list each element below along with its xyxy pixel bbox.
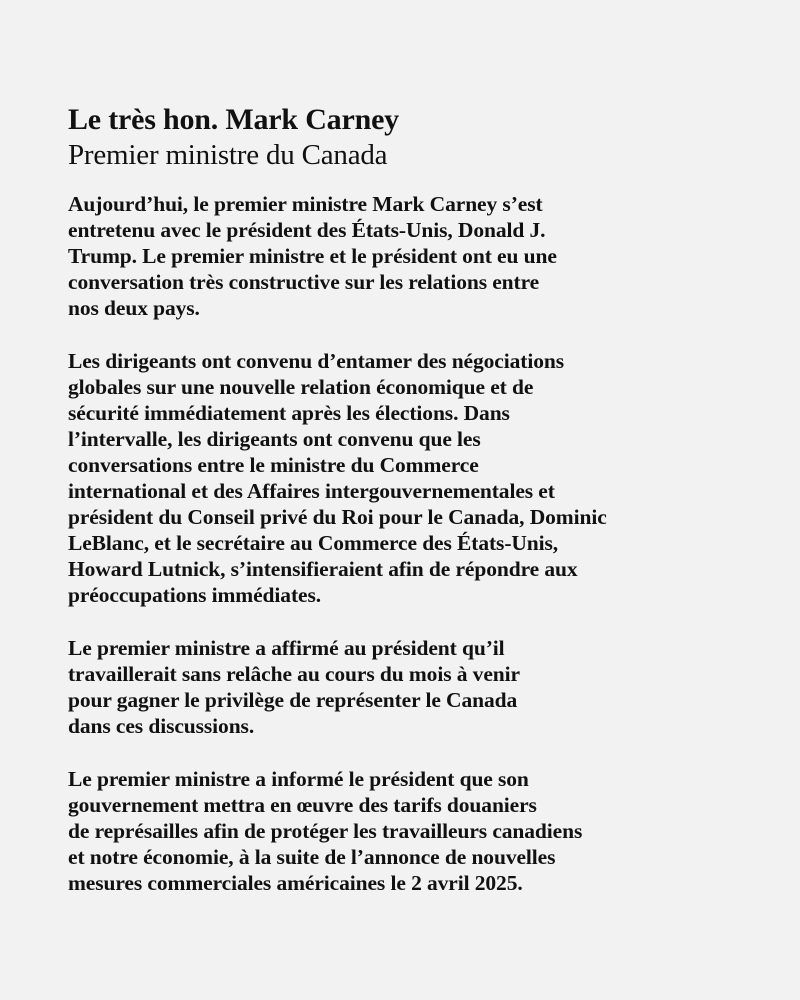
text-line: l’intervalle, les dirigeants ont convenu que les bbox=[68, 427, 481, 451]
text-line: président du Conseil privé du Roi pour le Canada, Dominic bbox=[68, 505, 607, 529]
text-line: Trump. Le premier ministre et le président ont eu une bbox=[68, 244, 557, 268]
paragraph-negotiations bbox=[68, 348, 740, 608]
text-line: LeBlanc, et le secrétaire au Commerce des États-Unis, bbox=[68, 531, 559, 555]
text-line: préoccupations immédiates. bbox=[68, 583, 321, 607]
text-line: Le premier ministre a affirmé au président qu’il bbox=[68, 636, 505, 660]
text-line: pour gagner le privilège de représenter le Canada bbox=[68, 688, 518, 712]
text-line: Howard Lutnick, s’intensifieraient afin de répondre aux bbox=[68, 557, 578, 581]
text-line: mesures commerciales américaines le 2 avril 2025. bbox=[68, 871, 523, 895]
text-line: gouvernement mettra en œuvre des tarifs douaniers bbox=[68, 793, 537, 817]
text-line: dans ces discussions. bbox=[68, 714, 255, 738]
text-line: nos deux pays. bbox=[68, 296, 200, 320]
text-line: Aujourd’hui, le premier ministre Mark Carney s’est bbox=[68, 192, 543, 216]
text-line: Les dirigeants ont convenu d’entamer des négociations bbox=[68, 349, 564, 373]
text-line: globales sur une nouvelle relation économique et de bbox=[68, 375, 534, 399]
speaker-title: Premier ministre du Canada bbox=[68, 139, 388, 171]
speaker-name: Le très hon. Mark Carney bbox=[68, 103, 399, 136]
text-line: de représailles afin de protéger les travailleurs canadiens bbox=[68, 819, 583, 843]
text-line: Le premier ministre a informé le président que son bbox=[68, 767, 529, 791]
text-line: entretenu avec le président des États-Unis, Donald J. bbox=[68, 218, 546, 242]
paragraph-call-summary bbox=[68, 191, 740, 321]
text-line: conversation très constructive sur les relations entre bbox=[68, 270, 540, 294]
text-line: et notre économie, à la suite de l’annonce de nouvelles bbox=[68, 845, 556, 869]
text-line: conversations entre le ministre du Commerce bbox=[68, 453, 479, 477]
text-line: sécurité immédiatement après les élections. Dans bbox=[68, 401, 510, 425]
text-line: international et des Affaires intergouvernementales et bbox=[68, 479, 555, 503]
text-line: travaillerait sans relâche au cours du mois à venir bbox=[68, 662, 520, 686]
paragraph-commitment bbox=[68, 635, 740, 739]
paragraph-tariffs bbox=[68, 766, 740, 896]
